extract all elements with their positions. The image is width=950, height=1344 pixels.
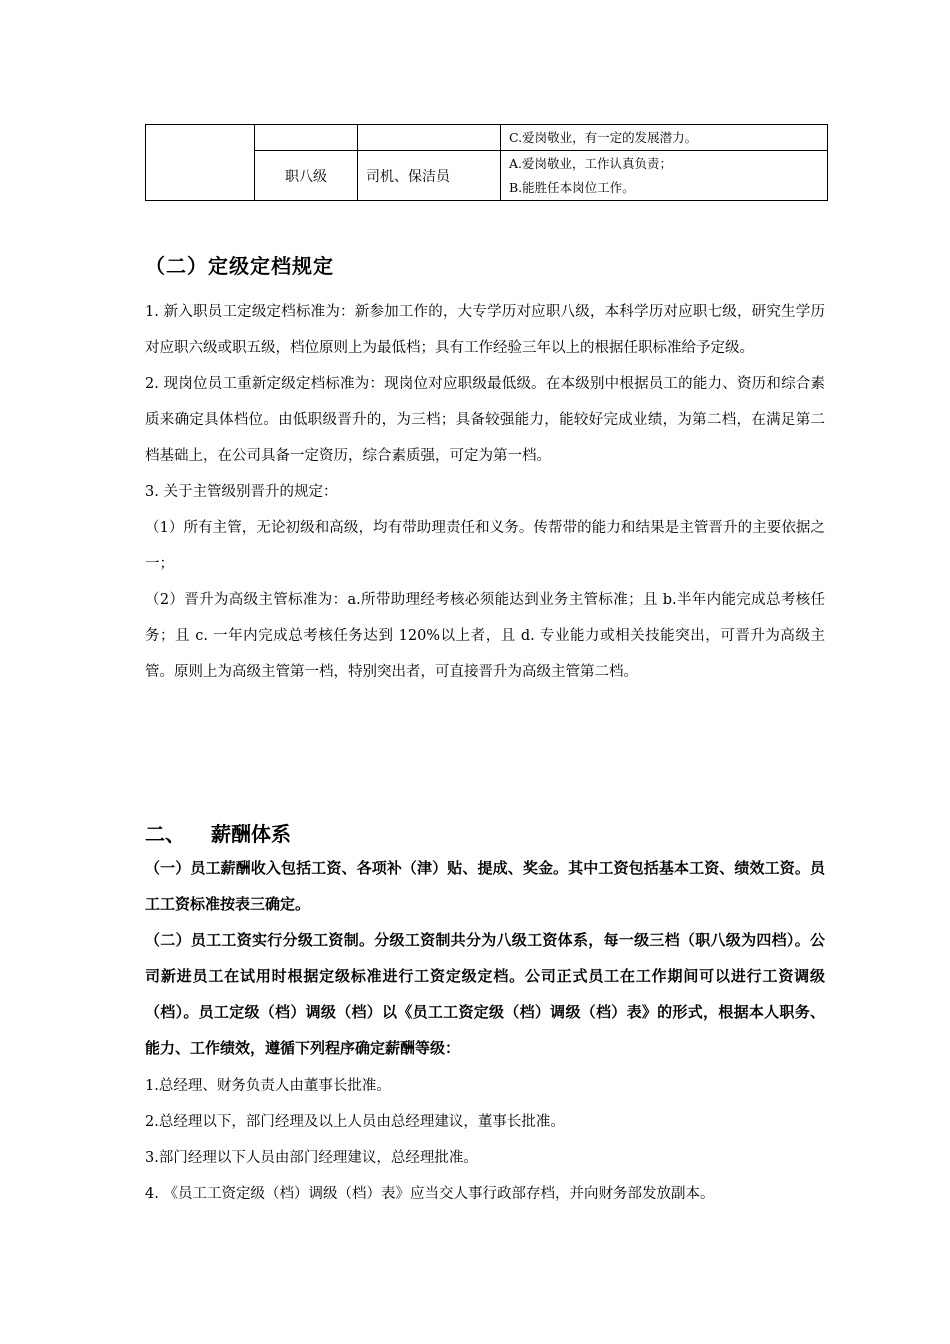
requirement-line: A.爱岗敬业，工作认真负责； — [509, 155, 673, 171]
paragraph: 1. 新入职员工定级定档标准为：新参加工作的，大专学历对应职八级，本科学历对应职七级，研究生学历对应职六级或职五级，档位原则上为最低档；具有工作经验三年以上的根据任职标准给予定级。 — [145, 304, 825, 356]
grading-rules — [145, 294, 825, 690]
list-item: 3.部门经理以下人员由部门经理建议，总经理批准。 — [145, 1150, 478, 1166]
paragraph: （2）晋升为高级主管标准为：a.所带助理经考核必须能达到业务主管标准；且 b.半年内能完成总考核任务；且 c. 一年内完成总考核任务达到 120%以上者，且 d. 专业能力或相关技能突出，可晋升为高级主管。原则上为高级主管第一档，特别突出者，可直接晋升为高级主管第二档。 — [145, 592, 825, 680]
table-cell-empty — [358, 125, 501, 151]
section-heading-grading: （二）定级定档规定 — [145, 254, 334, 278]
paragraph: 2. 现岗位员工重新定级定档标准为：现岗位对应职级最低级。在本级别中根据员工的能力、资历和综合素质来确定具体档位。由低职级晋升的，为三档；具备较强能力，能较好完成业绩，为第二档，在满足第二档基础上，在公司具备一定资历，综合素质强，可定为第一档。 — [145, 376, 825, 464]
table-row — [146, 125, 828, 151]
table-cell-empty — [146, 125, 255, 201]
section-number: 二、 — [145, 822, 185, 846]
requirement-cell: C.爱岗敬业，有一定的发展潜力。 — [501, 125, 828, 151]
list-item: 1.总经理、财务负责人由董事长批准。 — [145, 1078, 391, 1094]
requirement-cell — [501, 151, 828, 201]
requirement-line: B.能胜任本岗位工作。 — [509, 179, 635, 195]
approval-list — [145, 1068, 825, 1212]
paragraph: （一）员工薪酬收入包括工资、各项补（津）贴、提成、奖金。其中工资包括基本工资、绩效工资。员工工资标准按表三确定。 — [145, 859, 825, 913]
grade-table — [145, 124, 828, 201]
table-cell-empty — [255, 125, 358, 151]
paragraph: 3. 关于主管级别晋升的规定： — [145, 484, 338, 500]
list-item: 4. 《员工工资定级（档）调级（档）表》应当交人事行政部存档，并向财务部发放副本。 — [145, 1186, 715, 1202]
section-heading-salary — [145, 818, 291, 847]
position-cell: 司机、保洁员 — [358, 151, 501, 201]
paragraph: （1）所有主管，无论初级和高级，均有带助理责任和义务。传帮带的能力和结果是主管晋升的主要依据之一； — [145, 520, 825, 572]
paragraph: （二）员工工资实行分级工资制。分级工资制共分为八级工资体系，每一级三档（职八级为四档）。公司新进员工在试用时根据定级标准进行工资定级定档。公司正式员工在工作期间可以进行工资调级（档）。员工定级（档）调级（档）以《员工工资定级（档）调级（档）表》的形式，根据本人职务、能力、工作绩效，遵循下列程序确定薪酬等级： — [145, 931, 825, 1057]
section-title: 薪酬体系 — [211, 822, 291, 846]
list-item: 2.总经理以下，部门经理及以上人员由总经理建议，董事长批准。 — [145, 1114, 565, 1130]
level-cell: 职八级 — [255, 151, 358, 201]
salary-bold-paragraphs — [145, 850, 825, 1066]
